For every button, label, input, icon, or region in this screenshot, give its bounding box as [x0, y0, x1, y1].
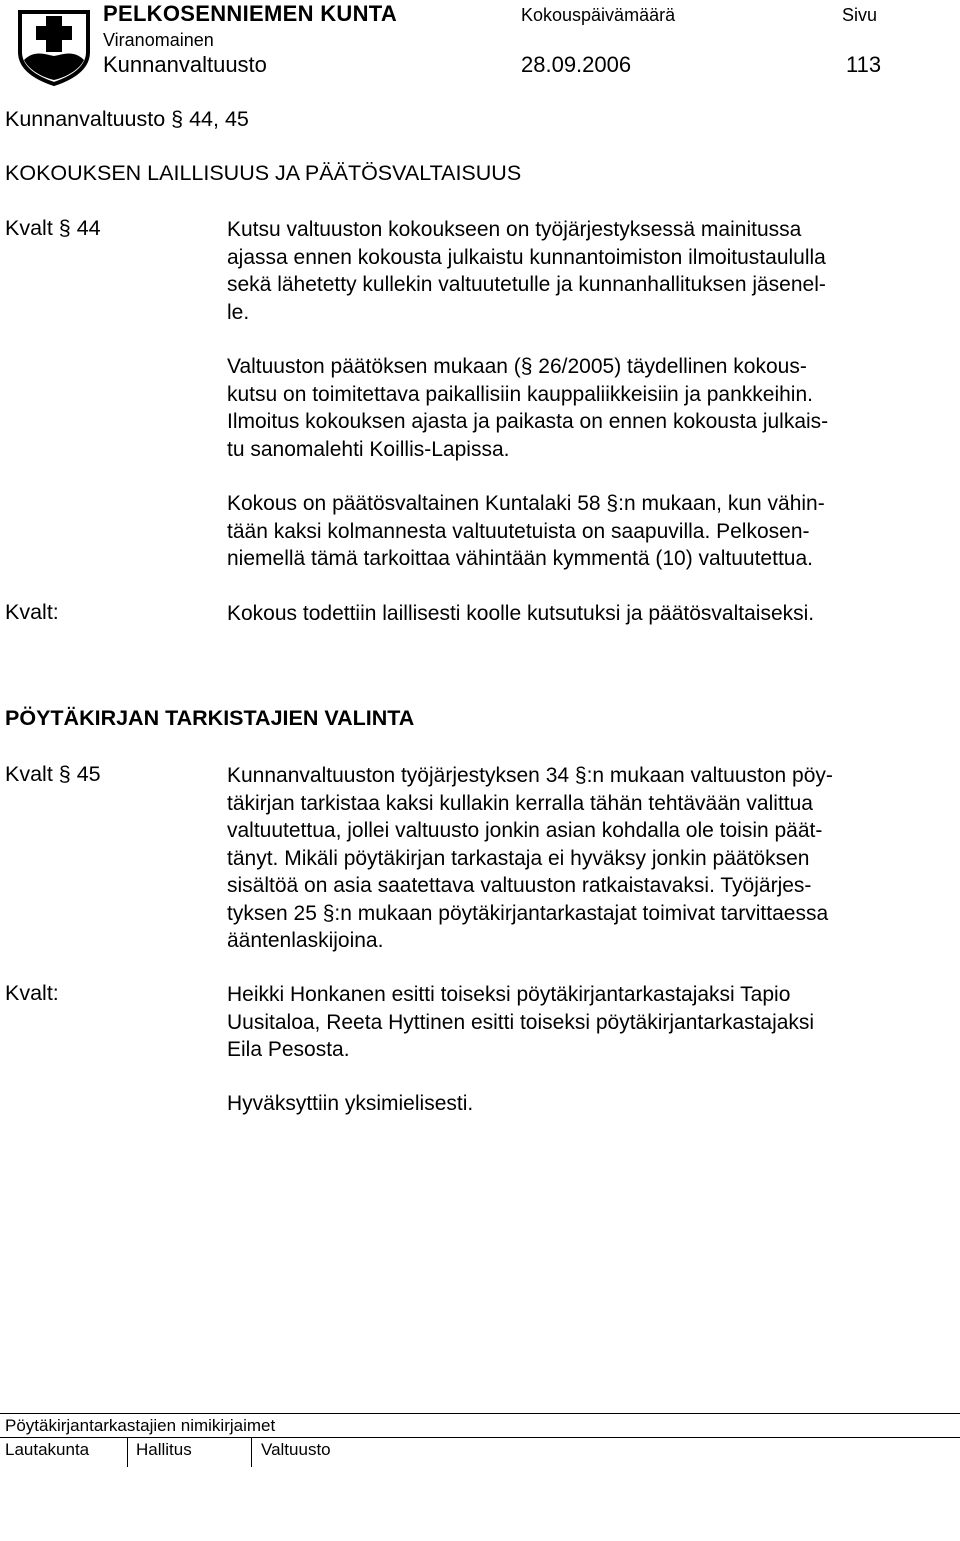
text-line: Hyväksyttiin yksimielisesti.	[227, 1092, 474, 1115]
footer-divider	[251, 1437, 252, 1467]
text-line: Kutsu valtuuston kokoukseen on työjärjestyksessä mainitussa	[227, 218, 802, 241]
footer-title: Pöytäkirjantarkastajien nimikirjaimet	[5, 1416, 276, 1435]
text-line: täkirjan tarkistaa kaksi kullakin kerralla tähän tehtävään valittua	[227, 791, 813, 815]
text-line: Eila Pesosta.	[227, 1038, 350, 1061]
decision-label-44: Kvalt:	[5, 600, 59, 624]
date-label: Kokouspäivämäärä	[521, 5, 676, 25]
page-number: 113	[846, 52, 882, 77]
decision-label-45: Kvalt:	[5, 981, 59, 1005]
paragraph-announcement	[227, 353, 828, 463]
text-line: niemellä tämä tarkoittaa vähintään kymmentä (10) valtuutettua.	[227, 547, 813, 570]
text-line: Heikki Honkanen esitti toiseksi pöytäkirjantarkastajaksi Tapio	[227, 983, 791, 1006]
item-label-44: Kvalt § 44	[5, 216, 101, 240]
text-line: sisältöä on asia saatettava valtuuston ratkaistavaksi. Työjärjes-	[227, 874, 812, 897]
text-line: Uusitaloa, Reeta Hyttinen esitti toiseksi pöytäkirjantarkastajaksi	[227, 1010, 815, 1034]
paragraph-reviewers-rules	[227, 762, 833, 955]
text-line: sekä lähetetty kullekin valtuutetulle ja kunnanhallituksen jäsenel-	[227, 273, 826, 296]
section-heading-legality: KOKOUKSEN LAILLISUUS JA PÄÄTÖSVALTAISUUS	[5, 161, 522, 185]
text-line: Ilmoitus kokouksen ajasta ja paikasta on ennen kokousta julkais-	[227, 410, 829, 433]
page-label: Sivu	[842, 5, 878, 25]
decision-44	[227, 600, 814, 628]
text-line: kutsu on toimitettava paikallisiin kauppaliikkeisiin ja pankkeihin.	[227, 382, 813, 406]
paragraph-quorum	[227, 490, 825, 573]
decision-45	[227, 981, 814, 1064]
text-line: tu sanomalehti Koillis-Lapissa.	[227, 437, 510, 461]
footer-col-council: Valtuusto	[261, 1440, 331, 1459]
section-heading-reviewers: PÖYTÄKIRJAN TARKISTAJIEN VALINTA	[5, 706, 415, 730]
text-line: tänyt. Mikäli pöytäkirjan tarkastaja ei hyväksy jonkin päätöksen	[227, 846, 810, 870]
municipality-coat-of-arms-logo	[14, 6, 94, 86]
text-line: Kunnanvaltuuston työjärjestyksen 34 §:n mukaan valtuuston pöy-	[227, 764, 833, 787]
footer-divider	[127, 1437, 128, 1467]
footer-col-committee: Lautakunta	[5, 1440, 90, 1459]
authority-label: Viranomainen	[103, 30, 214, 50]
text-line: ääntenlaskijoina.	[227, 929, 384, 952]
footer-top-rule	[0, 1413, 960, 1414]
text-line: Kokous todettiin laillisesti koolle kutsutuksi ja päätösvaltaiseksi.	[227, 602, 815, 625]
text-line: ajassa ennen kokousta julkaistu kunnantoimiston ilmoitustaululla	[227, 245, 826, 269]
text-line: tään kaksi kolmannesta valtuutetuista on saapuvilla. Pelkosen-	[227, 519, 810, 543]
item-label-45: Kvalt § 45	[5, 762, 101, 786]
text-line: Valtuuston päätöksen mukaan (§ 26/2005) täydellinen kokous-	[227, 355, 807, 378]
footer-mid-rule	[0, 1437, 960, 1438]
text-line: Kokous on päätösvaltainen Kuntalaki 58 §:n mukaan, kun vähin-	[227, 492, 825, 515]
paragraph-invitation	[227, 216, 826, 326]
text-line: le.	[227, 300, 250, 324]
organization-name: PELKOSENNIEMEN KUNTA	[103, 1, 398, 26]
text-line: valtuutettua, jollei valtuusto jonkin asian kohdalla ole toisin päät-	[227, 819, 823, 842]
meeting-date: 28.09.2006	[521, 52, 632, 77]
section-reference: Kunnanvaltuusto § 44, 45	[5, 107, 249, 131]
text-line: tyksen 25 §:n mukaan pöytäkirjantarkastajat toimivat tarvittaessa	[227, 901, 829, 925]
approval-statement	[227, 1090, 473, 1118]
authority: Kunnanvaltuusto	[103, 52, 267, 77]
footer-col-board: Hallitus	[136, 1440, 192, 1459]
